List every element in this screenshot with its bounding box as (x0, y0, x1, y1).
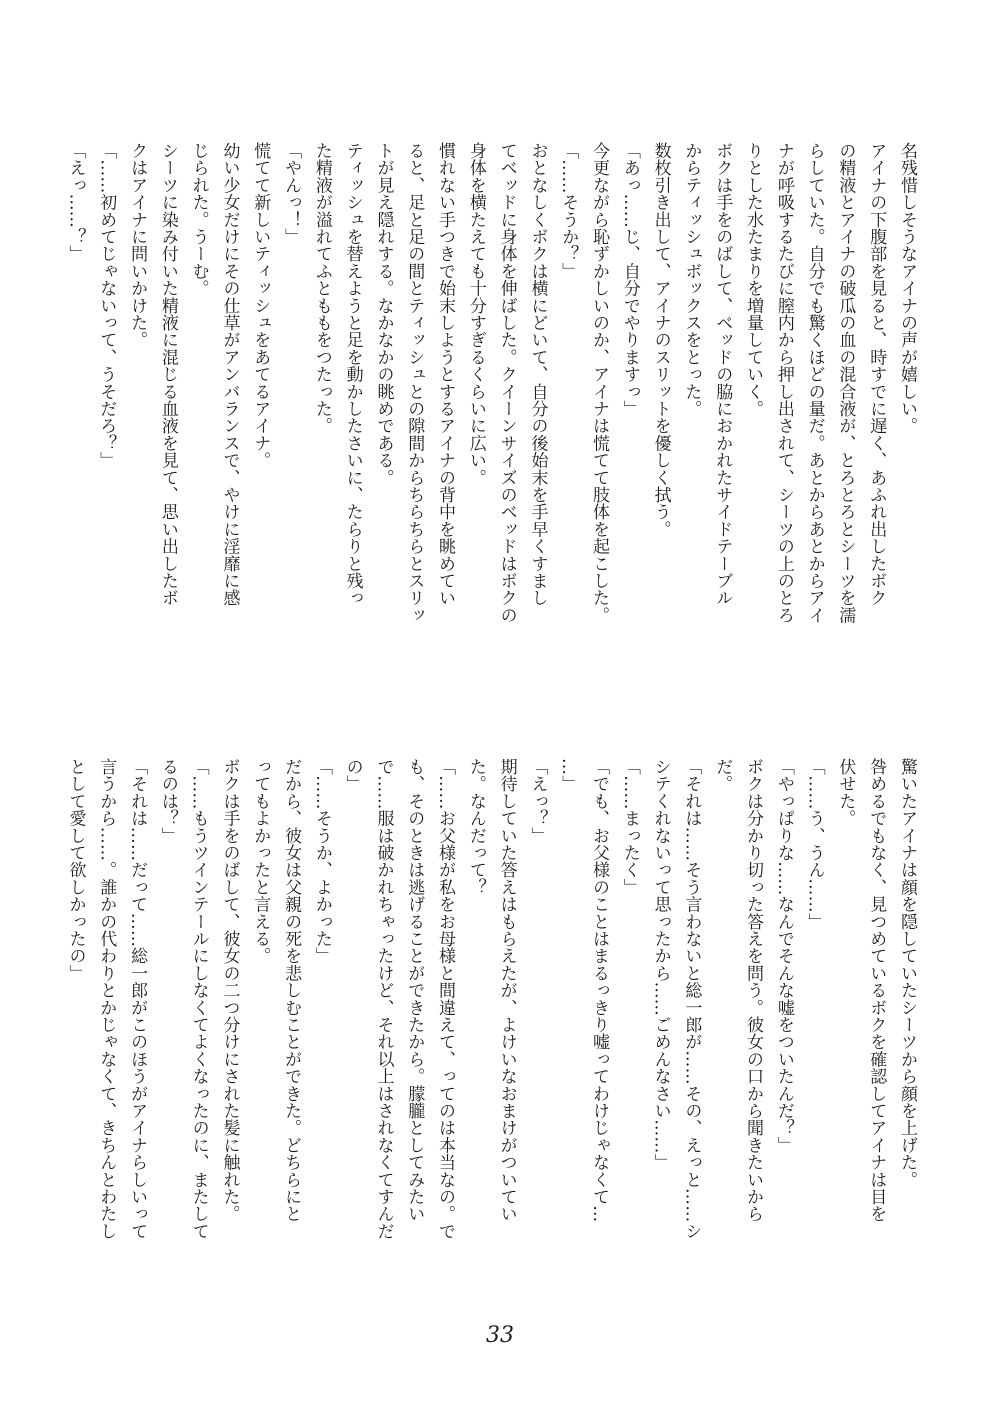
text-line: 幼い少女だけにその仕草がアンバランスで、やけに淫靡に感 (219, 142, 240, 607)
text-line: 「……もうツインテールにしなくてよくなったのに、またして (188, 758, 209, 1240)
text-line: 名残惜しそうなアイナの声が嬉しい。 (897, 142, 917, 435)
text-line: 「それは……だって……総一郎がこのほうがアイナらしいって (127, 758, 148, 1240)
text-line: の」 (342, 758, 363, 793)
text-line: 「……お父様が私をお母様と間違えて、ってのは本当なの。で (435, 758, 456, 1240)
text-line: として愛して欲しかったの」 (65, 758, 86, 982)
text-line: だ。 (712, 758, 733, 793)
text-line: 「やっぱりな……なんでそんな嘘をついたんだ？」 (773, 758, 794, 1154)
text-line: 「……そうか、よかった」 (311, 758, 332, 965)
text-line: らしていた。自分でも驚くほどの量だ。あとからあとからアイ (804, 142, 825, 624)
text-line: アイナの下腹部を見ると、時すでに遅く、あふれ出したボク (866, 142, 887, 607)
text-line: 数枚引き出して、アイナのスリットを優しく拭う。 (650, 142, 671, 538)
text-line: ボクは手をのばして、ベッドの脇におかれたサイドテーブル (712, 142, 733, 607)
text-line: ボクは分かり切った答えを問う。彼女の口から聞きたいから (743, 758, 764, 1223)
text-line: の精液とアイナの破瓜の血の混合液が、とろとろとシーツを濡 (835, 142, 856, 624)
text-line: 「でも、お父様のことはまるっきり嘘ってわけじゃなくて… (589, 758, 610, 1223)
text-line: るのは？」 (157, 758, 178, 844)
text-line: てベッドに身体を伸ばした。クイーンサイズのベッドはボクの (496, 142, 517, 624)
text-line: ナが呼吸するたびに膣内から押し出されて、シーツの上のとろ (773, 142, 794, 624)
text-line: ボクは手をのばして、彼女の二つ分けにされた髪に触れた。 (219, 758, 240, 1223)
text-line: 身体を横たえても十分すぎるくらいに広い。 (465, 142, 486, 486)
text-line: 慣れない手つきで始末しようとするアイナの背中を眺めてい (435, 142, 456, 607)
page-number: 33 (486, 1323, 514, 1348)
text-block-upper (65, 142, 922, 702)
text-line: 慌てて新しいティッシュをあてるアイナ。 (250, 142, 271, 469)
text-line: 「……そうか？」 (558, 142, 579, 280)
text-line: 今更ながら恥ずかしいのか、アイナは慌てて肢体を起こした。 (589, 142, 610, 624)
text-line: 「……まったく」 (619, 758, 640, 896)
text-line: 「……う、うん……」 (804, 758, 825, 930)
text-line: ってもよかったと言える。 (250, 758, 271, 965)
text-line: で……服は破かれちゃったけど、それ以上はされなくてすんだ (373, 758, 394, 1240)
text-line: りとした水たまりを増量していく。 (743, 142, 764, 418)
text-line: 「それは……そう言わないと総一郎が……その、えっと……シ (681, 758, 702, 1240)
text-line: 「……初めてじゃないって、うそだろ？」 (96, 142, 117, 469)
text-line: からティッシュボックスをとった。 (681, 142, 702, 418)
text-line: た精液が溢れてふとももをつたった。 (311, 142, 332, 435)
text-block-lower (65, 758, 922, 1298)
text-line: シーツに染み付いた精液に混じる血液を見て、思い出したボ (157, 142, 178, 607)
text-line: …」 (558, 758, 579, 793)
text-line: 咎めるでもなく、見つめているボクを確認してアイナは目を (866, 758, 887, 1223)
text-line: クはアイナに問いかけた。 (127, 142, 148, 349)
text-line: ると、足と足の間とティッシュとの隙間からちらちらとスリッ (404, 142, 425, 624)
text-line: じられた。うーむ。 (188, 142, 209, 297)
text-line: た。なんだって？ (465, 758, 486, 896)
text-line: だから、彼女は父親の死を悲しむことができた。どちらにと (281, 758, 302, 1223)
text-line: シテくれないって思ったから……ごめんなさい……」 (650, 758, 671, 1171)
text-line: 「えっ……？」 (65, 142, 86, 263)
text-line: 「あっ……じ、自分でやりますっ」 (619, 142, 640, 418)
text-line: も、そのときは逃げることができたから。朦朧としてみたい (404, 758, 425, 1223)
text-line: 「えっ？」 (527, 758, 548, 844)
text-line: 「やんっ！」 (281, 142, 302, 246)
text-line: おとなしくボクは横にどいて、自分の後始末を手早くすまし (527, 142, 548, 607)
text-line: 言うから……。誰かの代わりとかじゃなくて、きちんとわたし (96, 758, 117, 1240)
text-line: 期待していた答えはもらえたが、よけいなおまけがついてい (496, 758, 517, 1223)
text-line: 伏せた。 (835, 758, 856, 827)
text-line: 驚いたアイナは顔を隠していたシーツから顔を上げた。 (897, 758, 917, 1188)
text-line: ティッシュを替えようと足を動かしたさいに、たらりと残っ (342, 142, 363, 607)
text-line: トが見え隠れする。なかなかの眺めである。 (373, 142, 394, 486)
